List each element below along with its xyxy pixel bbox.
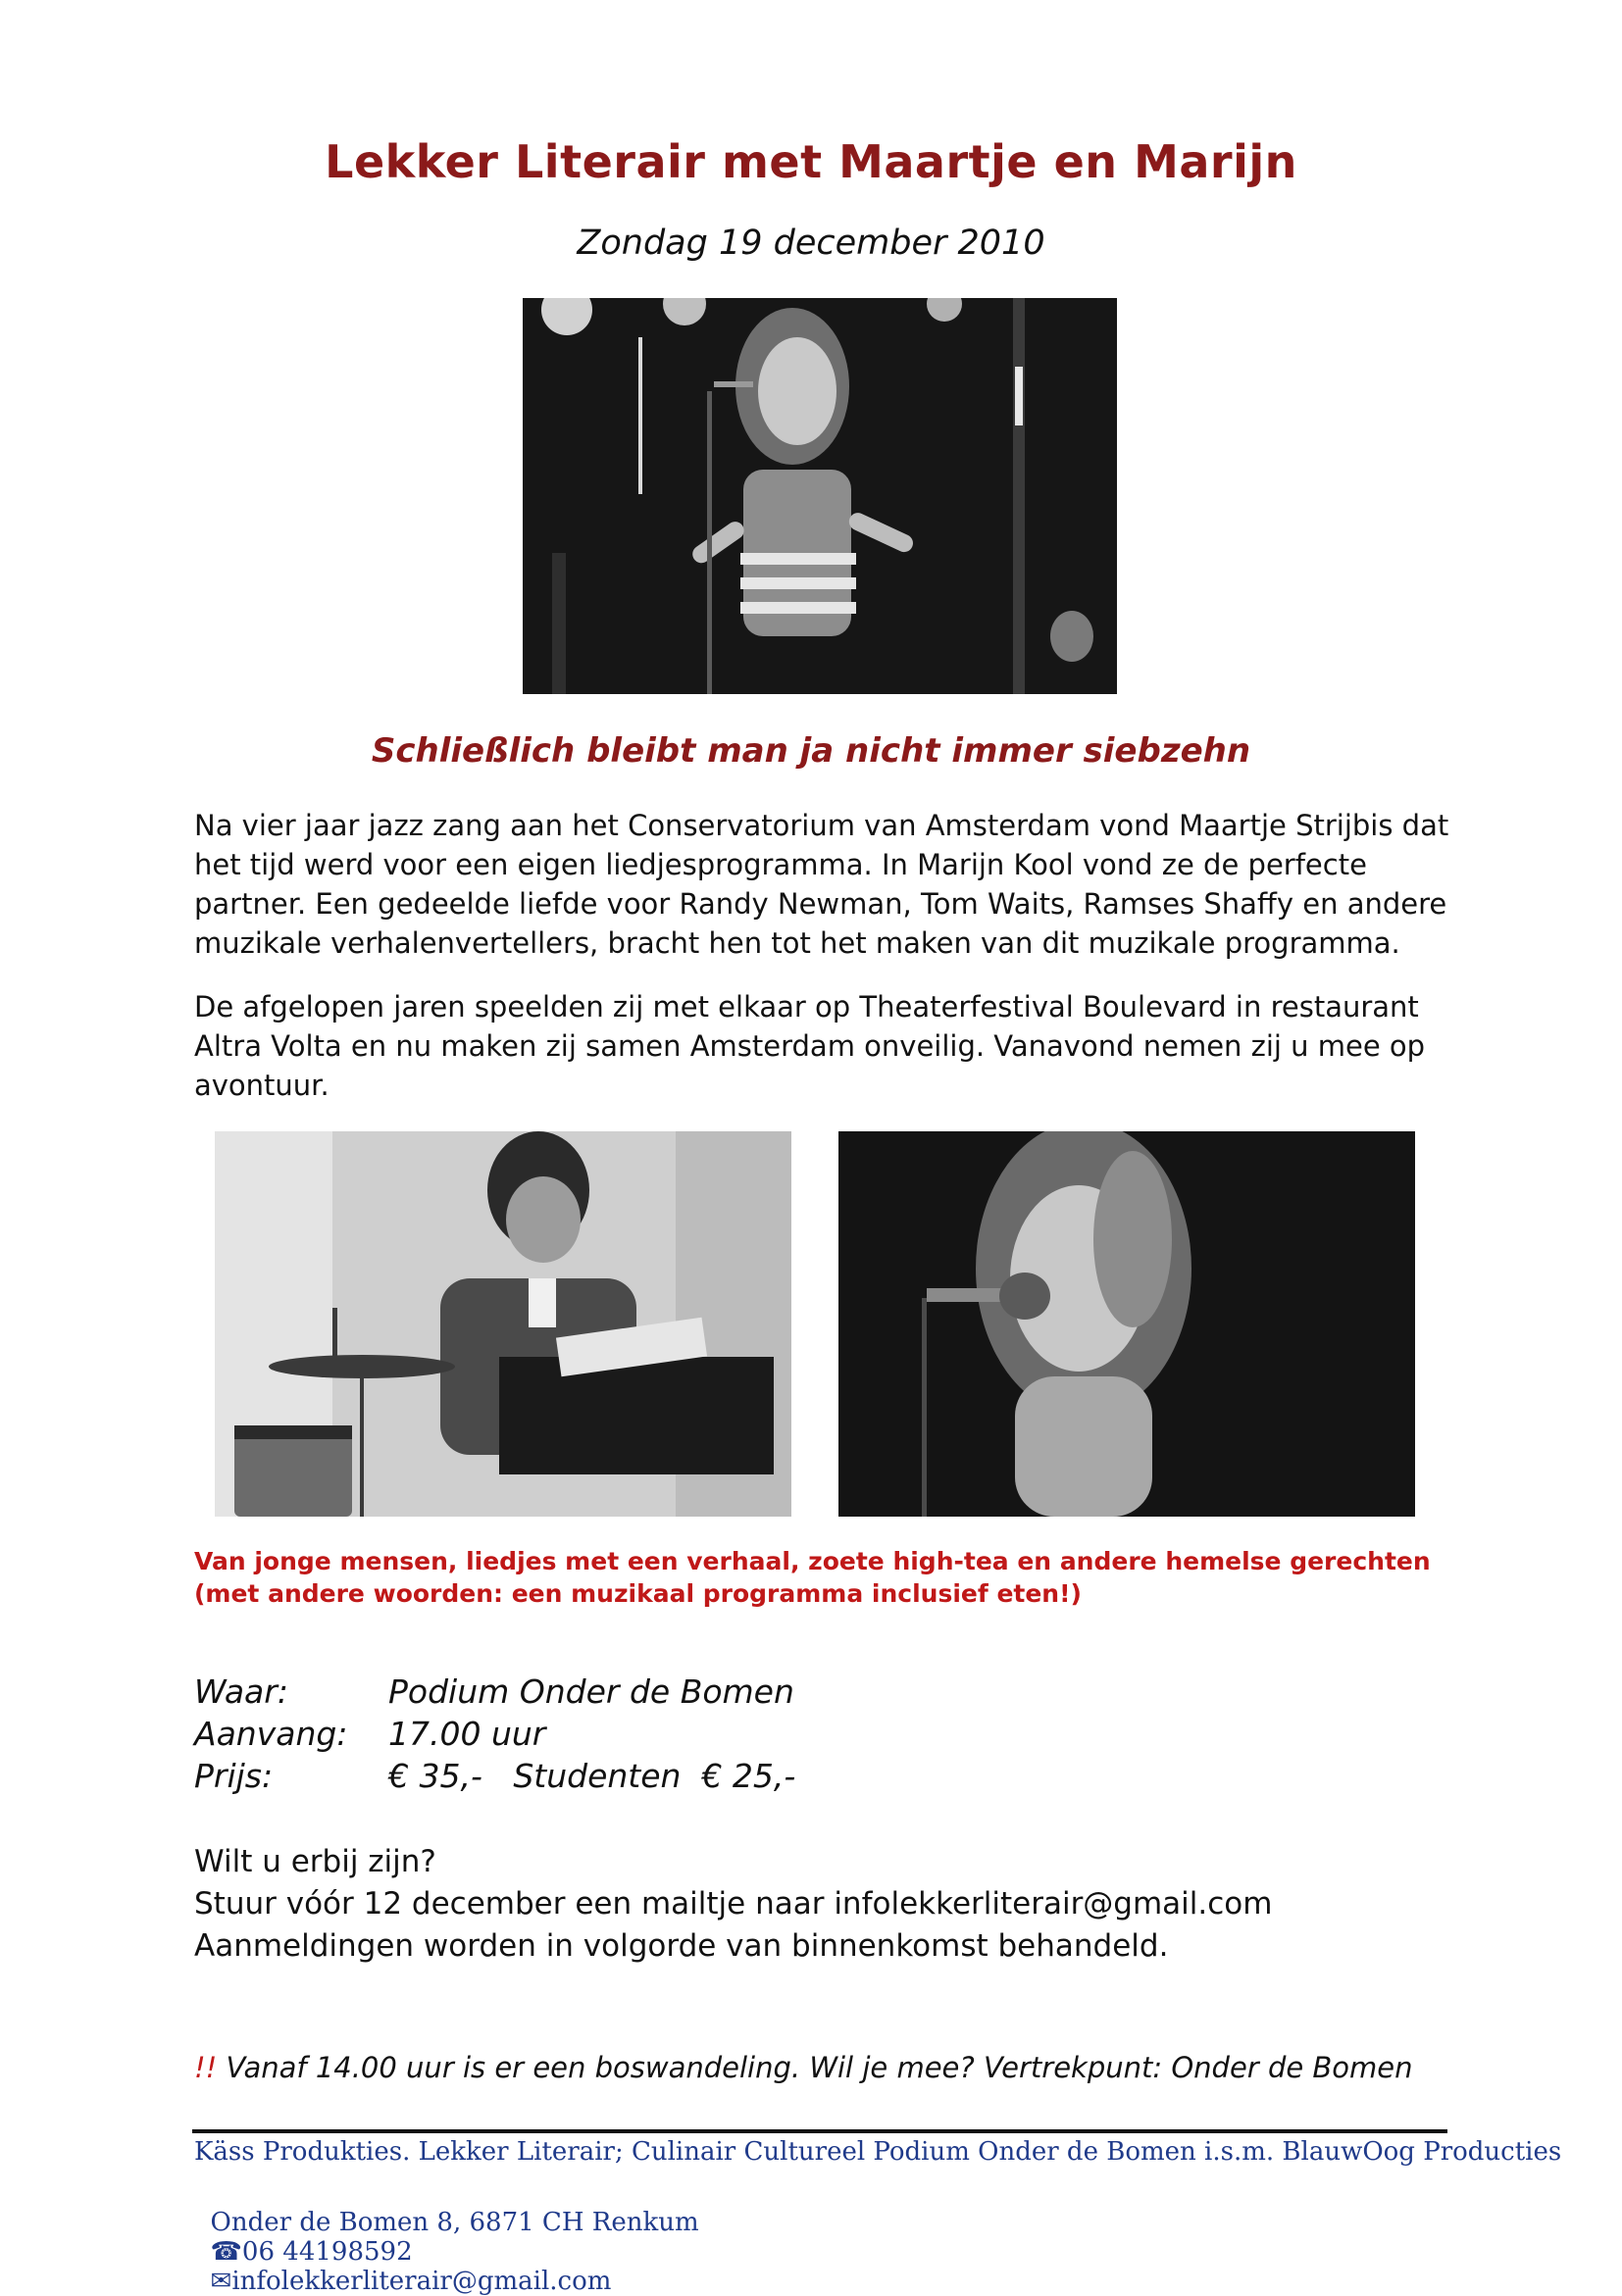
telephone-icon: ☎ [210, 2237, 242, 2267]
second-line: De afgelopen jaren speelden zij met elkaar op Theaterfestival Boulevard in restaurant [194, 990, 1419, 1023]
intro-paragraph [194, 806, 1449, 963]
note-text: Vanaf 14.00 uur is er een boswandeling. Wil je mee? Vertrekpunt: Onder de Bomen [217, 2051, 1413, 2084]
intro-line: partner. Een gedeelde liefde voor Randy Newman, Tom Waits, Ramses Shaffy en andere [194, 887, 1447, 921]
page-title: Lekker Literair met Maartje en Marijn [325, 135, 1297, 188]
photo-singer-stage [523, 298, 1117, 694]
subtitle: Schließlich bleibt man ja nicht immer siebzehn [371, 731, 1251, 771]
highlight-text [194, 1545, 1489, 1610]
signup-question: Wilt u erbij zijn? [194, 1844, 436, 1879]
walk-note [194, 2051, 1413, 2084]
value-aanvang: 17.00 uur [388, 1715, 546, 1753]
label-prijs: Prijs: [194, 1757, 274, 1795]
label-waar: Waar: [194, 1672, 288, 1711]
event-date: Zondag 19 december 2010 [577, 224, 1045, 263]
label-aanvang: Aanvang: [194, 1715, 348, 1753]
footer-address: Onder de Bomen 8, 6871 CH Renkum [210, 2208, 699, 2237]
second-paragraph [194, 987, 1449, 1105]
intro-line: het tijd werd voor een eigen liedjesprogramma. In Marijn Kool vond ze de perfecte [194, 848, 1367, 881]
second-line: Altra Volta en nu maken zij samen Amsterdam onveilig. Vanavond nemen zij u mee op [194, 1029, 1426, 1063]
value-waar: Podium Onder de Bomen [388, 1672, 794, 1711]
footer-phone: 06 44198592 [241, 2237, 413, 2267]
signup-block [194, 1841, 1272, 1968]
footer-email: infolekkerliterair@gmail.com [231, 2267, 612, 2296]
photo-singer-microphone [838, 1131, 1415, 1517]
highlight-line: Van jonge mensen, liedjes met een verhaal, zoete high-tea en andere hemelse gerechten [194, 1547, 1431, 1575]
envelope-icon: ✉ [210, 2267, 232, 2296]
note-exclamation: !! [194, 2051, 218, 2084]
footer-divider [192, 2129, 1447, 2133]
footer-organizers: Käss Produkties. Lekker Literair; Culinair Cultureel Podium Onder de Bomen i.s.m. BlauwOog Producties [194, 2137, 1562, 2167]
intro-line: muzikale verhalenvertellers, bracht hen tot het maken van dit muzikale programma. [194, 926, 1400, 960]
signup-instruction: Stuur vóór 12 december een mailtje naar infolekkerliterair@gmail.com [194, 1886, 1273, 1922]
footer-contact [194, 2178, 699, 2296]
second-line: avontuur. [194, 1069, 329, 1102]
signup-order-note: Aanmeldingen worden in volgorde van binnenkomst behandeld. [194, 1928, 1169, 1964]
highlight-line: (met andere woorden: een muzikaal programma inclusief eten!) [194, 1579, 1082, 1608]
value-prijs: € 35,- Studenten € 25,- [388, 1757, 796, 1795]
photo-pianist [215, 1131, 791, 1517]
intro-line: Na vier jaar jazz zang aan het Conservatorium van Amsterdam vond Maartje Strijbis dat [194, 809, 1449, 842]
